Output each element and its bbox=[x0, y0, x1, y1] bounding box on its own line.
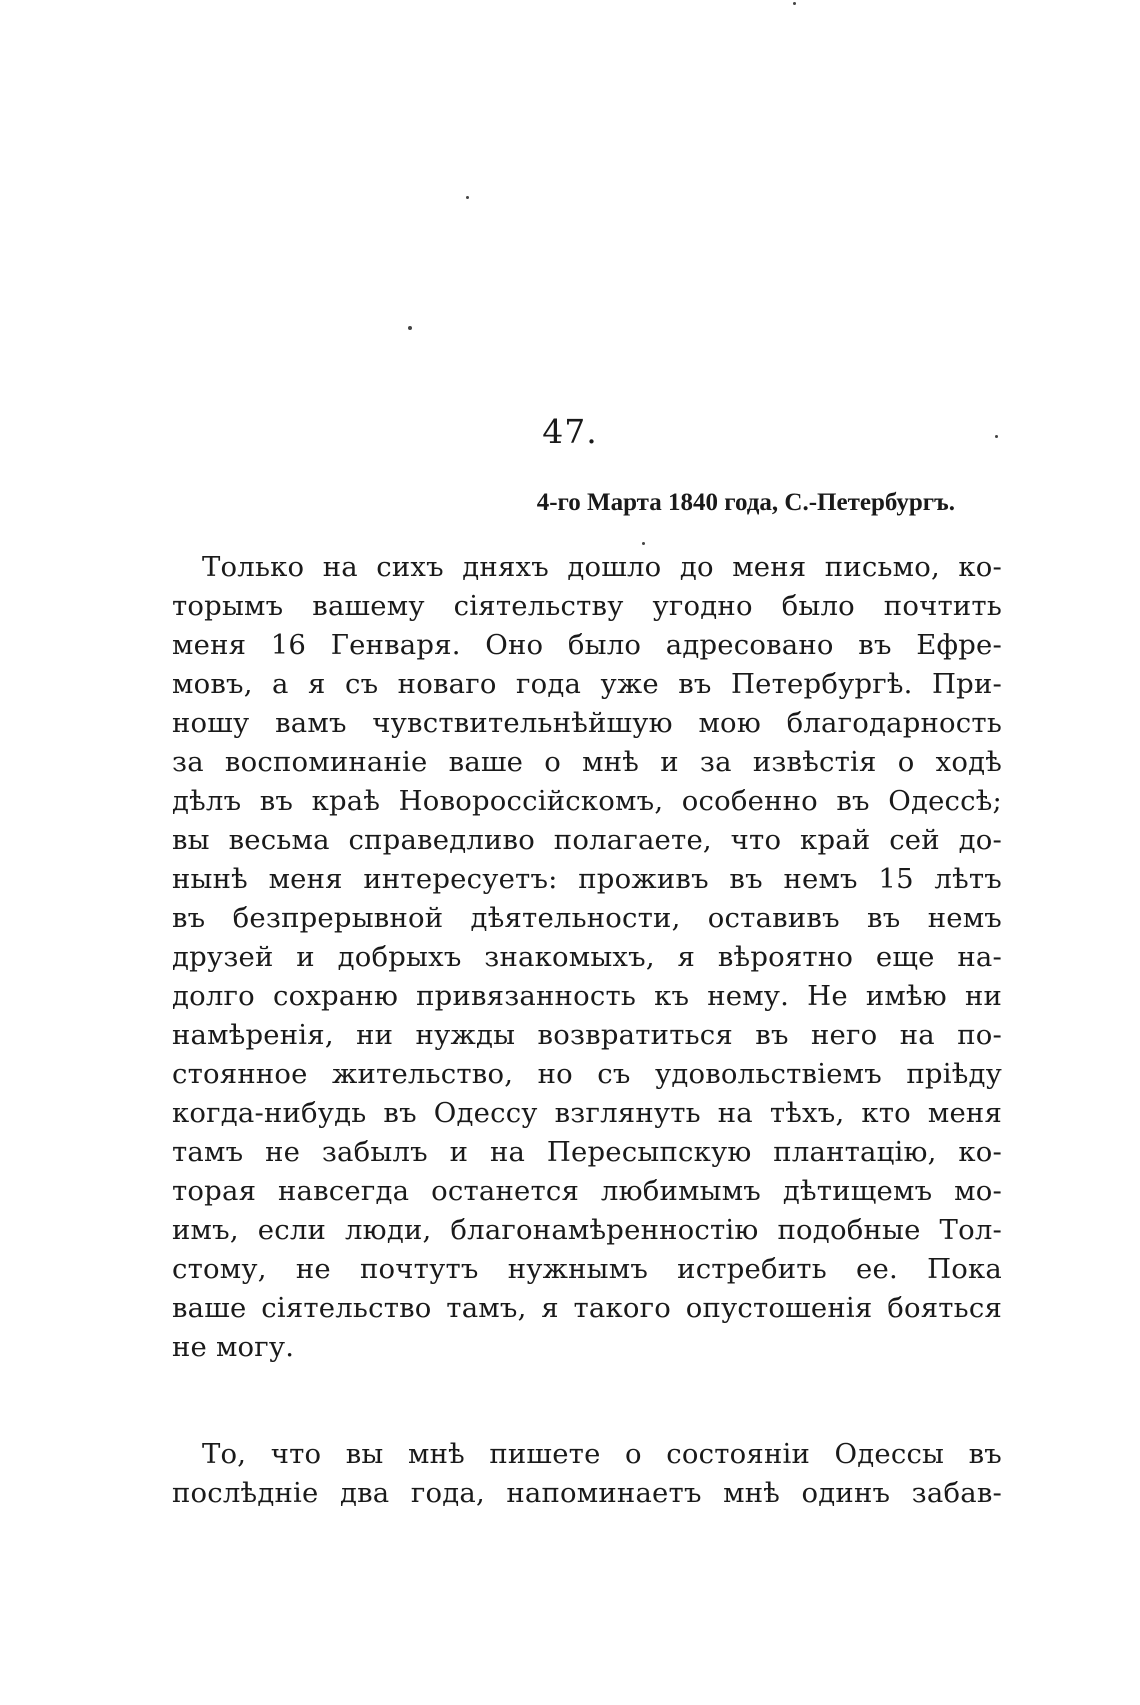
text-line: когда-нибудь въ Одессу взглянуть на тѣхъ, кто меня bbox=[172, 1097, 1002, 1129]
letter-number: 47. bbox=[542, 412, 598, 451]
text-line: То, что вы мнѣ пишете о состоянiи Одессы въ bbox=[202, 1438, 1002, 1470]
text-line: Только на сихъ дняхъ дошло до меня письмо, ко- bbox=[202, 551, 1002, 583]
paragraph bbox=[172, 548, 1002, 1367]
scan-speck bbox=[642, 542, 645, 545]
text-line: вы весьма справедливо полагаете, что край сей до- bbox=[172, 824, 1002, 856]
scan-speck bbox=[793, 2, 796, 5]
text-line: намѣренiя, ни нужды возвратиться въ него на по- bbox=[172, 1019, 1002, 1051]
dateline: 4-го Марта 1840 года, С.-Петербургъ. bbox=[536, 489, 955, 516]
text-line: не могу. bbox=[172, 1331, 295, 1363]
paragraph bbox=[172, 1435, 1002, 1513]
text-line: нынѣ меня интересуетъ: проживъ въ немъ 15 лѣтъ bbox=[172, 863, 1002, 895]
text-line: тамъ не забылъ и на Пересыпскую плантацiю, ко- bbox=[172, 1136, 1002, 1168]
text-line: мовъ, а я съ новаго года уже въ Петербургѣ. При- bbox=[172, 668, 1002, 700]
text-line: въ безпрерывной дѣятельности, оставивъ въ немъ bbox=[172, 902, 1002, 934]
text-line: стоянное жительство, но съ удовольствiемъ прiѣду bbox=[172, 1058, 1002, 1090]
text-line: ношу вамъ чувствительнѣйшую мою благодарность bbox=[172, 707, 1002, 739]
text-line: стому, не почтутъ нужнымъ истребить ее. Пока bbox=[172, 1253, 1002, 1285]
text-line: ваше сiятельство тамъ, я такого опустошенiя бояться bbox=[172, 1292, 1002, 1324]
text-line: друзей и добрыхъ знакомыхъ, я вѣроятно еще на- bbox=[172, 941, 1002, 973]
text-line: дѣлъ въ краѣ Новороссiйскомъ, особенно въ Одессѣ; bbox=[172, 785, 1002, 817]
scan-speck bbox=[408, 326, 412, 330]
text-line: торая навсегда останется любимымъ дѣтищемъ мо- bbox=[172, 1175, 1002, 1207]
text-line: меня 16 Генваря. Оно было адресовано въ Ефре- bbox=[172, 629, 1002, 661]
text-line: имъ, если люди, благонамѣренностiю подобные Тол- bbox=[172, 1214, 1002, 1246]
text-line: за воспоминанiе ваше о мнѣ и за извѣстiя о ходѣ bbox=[172, 746, 1002, 778]
text-line: долго сохраню привязанность къ нему. Не имѣю ни bbox=[172, 980, 1002, 1012]
text-line: торымъ вашему сiятельству угодно было почтить bbox=[172, 590, 1002, 622]
text-line: послѣднiе два года, напоминаетъ мнѣ одинъ забав- bbox=[172, 1477, 1002, 1509]
scan-speck bbox=[466, 196, 469, 199]
